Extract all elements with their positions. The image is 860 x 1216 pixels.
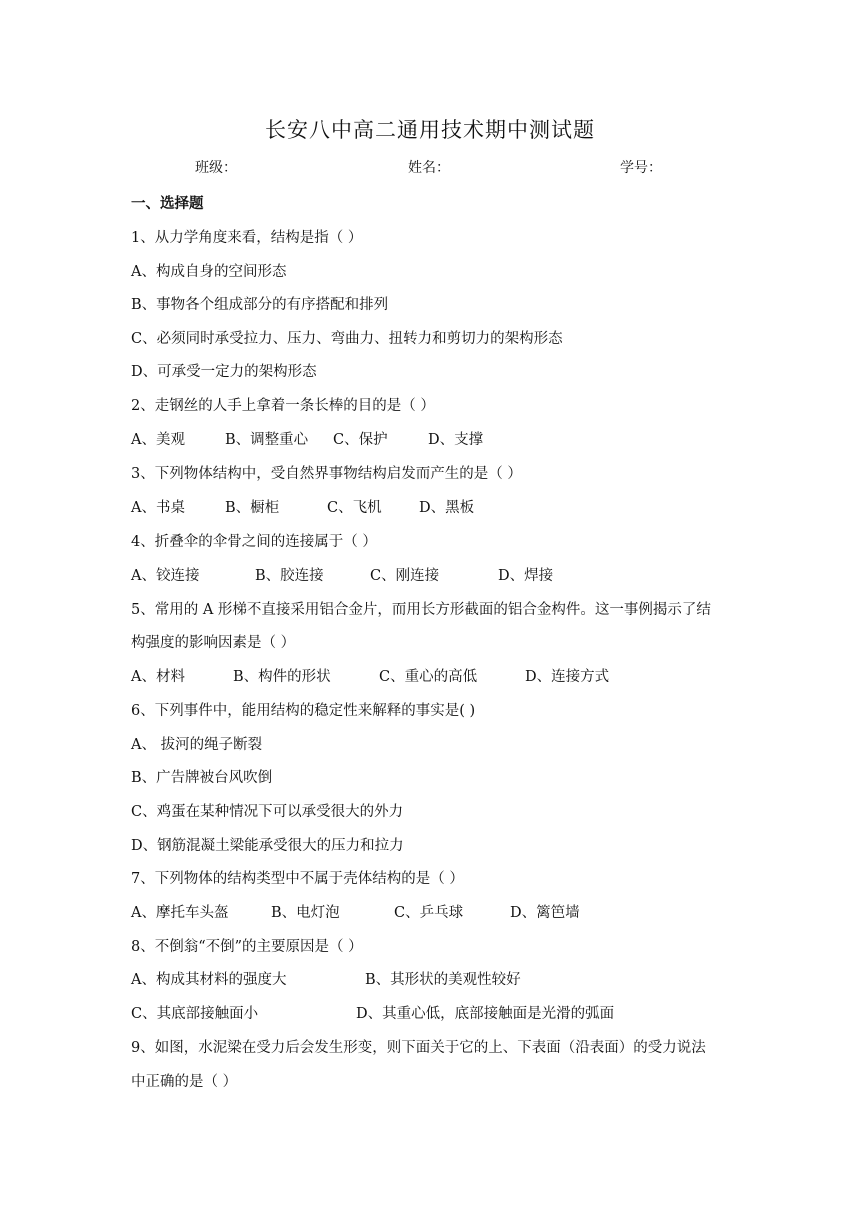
question-6-option-b: B、广告牌被台风吹倒 — [131, 770, 273, 786]
question-5-option-a: A、材料 — [131, 669, 185, 685]
question-1-option-a: A、构成自身的空间形态 — [131, 264, 287, 280]
question-8-option-b: B、其形状的美观性较好 — [365, 972, 521, 988]
question-2-stem: 2、走钢丝的人手上拿着一条长棒的目的是（ ） — [131, 398, 435, 414]
name-label: 姓名： — [408, 160, 450, 176]
question-8-option-a: A、构成其材料的强度大 — [131, 972, 287, 988]
question-4-stem: 4、折叠伞的伞骨之间的连接属于（ ） — [131, 534, 377, 550]
question-7-stem: 7、下列物体的结构类型中不属于壳体结构的是（ ） — [131, 871, 464, 887]
question-6-stem: 6、下列事件中，能用结构的稳定性来解释的事实是( ) — [131, 703, 476, 719]
question-4-option-b: B、胶连接 — [255, 568, 324, 584]
question-8-option-d: D、其重心低，底部接触面是光滑的弧面 — [356, 1006, 615, 1022]
question-7-option-a: A、摩托车头盔 — [131, 905, 229, 921]
question-1-option-c: C、必须同时承受拉力、压力、弯曲力、扭转力和剪切力的架构形态 — [131, 331, 563, 347]
question-5-option-d: D、连接方式 — [525, 669, 610, 685]
question-2-option-a: A、美观 — [131, 432, 185, 448]
question-1-stem: 1、从力学角度来看，结构是指（ ） — [131, 230, 363, 246]
question-5-option-c: C、重心的高低 — [379, 669, 478, 685]
question-9-stem-line2: 中正确的是（ ） — [131, 1074, 238, 1090]
question-6-option-c: C、鸡蛋在某种情况下可以承受很大的外力 — [131, 804, 404, 820]
question-9-stem-line1: 9、如图，水泥梁在受力后会发生形变，则下面关于它的上、下表面（沿表面）的受力说法 — [131, 1040, 706, 1056]
question-3-option-a: A、书桌 — [131, 500, 185, 516]
question-3-stem: 3、下列物体结构中，受自然界事物结构启发而产生的是（ ） — [131, 466, 522, 482]
question-8-stem: 8、不倒翁“不倒”的主要原因是（ ） — [131, 939, 363, 955]
question-2-option-d: D、支撑 — [428, 432, 484, 448]
student-number-label: 学号： — [620, 160, 662, 176]
page-title: 长安八中高二通用技术期中测试题 — [265, 118, 595, 142]
section-heading: 一、选择题 — [131, 195, 204, 212]
question-2-option-c: C、保护 — [333, 432, 388, 448]
question-2-option-b: B、调整重心 — [225, 432, 309, 448]
question-4-option-a: A、铰连接 — [131, 568, 200, 584]
question-3-option-c: C、飞机 — [327, 500, 382, 516]
question-6-option-d: D、钢筋混凝土梁能承受很大的压力和拉力 — [131, 838, 404, 854]
question-4-option-d: D、焊接 — [498, 568, 554, 584]
question-7-option-b: B、电灯泡 — [271, 905, 340, 921]
question-6-option-a: A、 拔河的绳子断裂 — [131, 737, 263, 753]
question-1-option-b: B、事物各个组成部分的有序搭配和排列 — [131, 297, 389, 313]
question-3-option-b: B、橱柜 — [225, 500, 280, 516]
question-5-option-b: B、构件的形状 — [233, 669, 331, 685]
question-5-stem-line2: 构强度的影响因素是（ ） — [131, 635, 296, 651]
question-1-option-d: D、可承受一定力的架构形态 — [131, 364, 317, 380]
question-8-option-c: C、其底部接触面小 — [131, 1006, 259, 1022]
class-label: 班级： — [195, 160, 237, 176]
question-5-stem-line1: 5、常用的 A 形梯不直接采用铝合金片，而用长方形截面的铝合金构件。这一事例揭示了结 — [131, 602, 711, 618]
question-7-option-d: D、篱笆墙 — [510, 905, 580, 921]
question-3-option-d: D、黑板 — [419, 500, 475, 516]
question-4-option-c: C、刚连接 — [370, 568, 440, 584]
question-7-option-c: C、乒乓球 — [394, 905, 464, 921]
